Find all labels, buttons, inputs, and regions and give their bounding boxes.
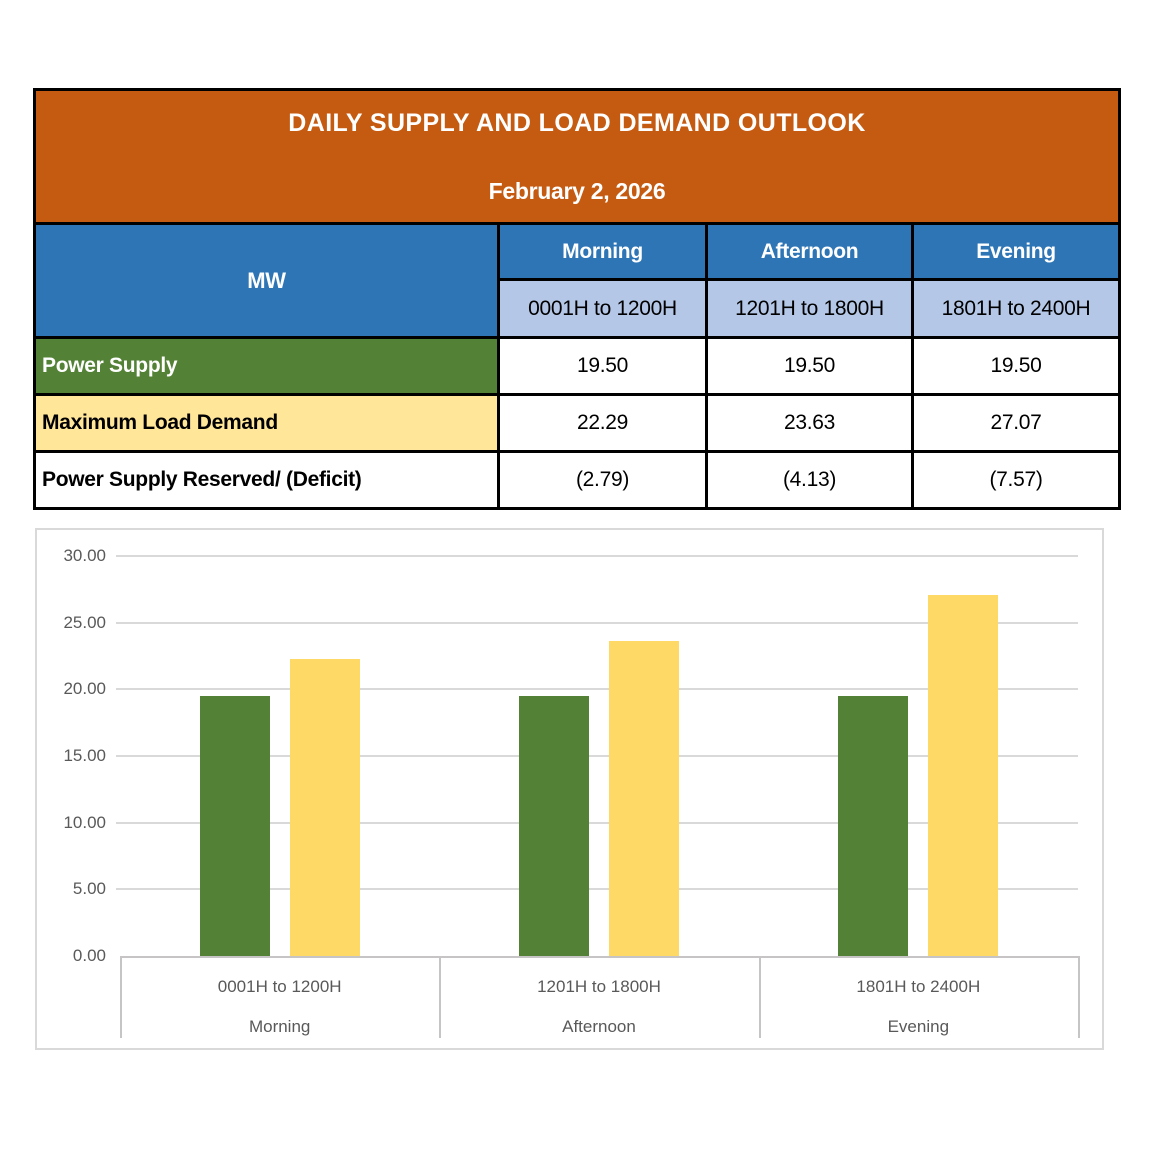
reserve-deficit-evening: (7.57) xyxy=(913,452,1120,509)
y-axis-tick-label: 15.00 xyxy=(63,746,106,765)
hours-header-afternoon: 1201H to 1800H xyxy=(707,280,913,338)
reserve-deficit-morning: (2.79) xyxy=(499,452,707,509)
x-axis-category-label xyxy=(439,956,758,1038)
category-divider xyxy=(1078,956,1080,1038)
y-axis-tick-label: 25.00 xyxy=(63,612,106,632)
period-header-afternoon: Afternoon xyxy=(707,224,913,280)
table-date: February 2, 2026 xyxy=(488,177,666,204)
table-row xyxy=(35,338,1120,395)
power-supply-morning: 19.50 xyxy=(499,338,707,395)
hours-header-morning: 0001H to 1200H xyxy=(499,280,707,338)
bar-maximum-load-demand-evening xyxy=(928,595,998,956)
x-axis-category-label xyxy=(120,956,439,1038)
y-axis-tick-label: 0.00 xyxy=(72,946,106,965)
table-row xyxy=(35,395,1120,452)
max-load-demand-afternoon: 23.63 xyxy=(707,395,913,452)
period-header-morning: Morning xyxy=(499,224,707,280)
reserve-deficit-afternoon: (4.13) xyxy=(707,452,913,509)
x-axis-category-label xyxy=(759,956,1078,1038)
unit-header-cell: MW xyxy=(35,224,499,338)
table-title-cell xyxy=(35,90,1120,224)
bar-maximum-load-demand-morning xyxy=(290,659,360,956)
row-label-reserve-deficit: Power Supply Reserved/ (Deficit) xyxy=(35,452,499,509)
y-axis-tick-label: 10.00 xyxy=(63,812,106,832)
max-load-demand-evening: 27.07 xyxy=(913,395,1120,452)
y-axis-tick-label: 5.00 xyxy=(72,879,106,899)
max-load-demand-morning: 22.29 xyxy=(499,395,707,452)
bar-maximum-load-demand-afternoon xyxy=(609,641,679,956)
y-axis-tick-label: 30.00 xyxy=(63,546,106,565)
category-hours-label: 1801H to 2400H xyxy=(856,977,981,996)
power-supply-evening: 19.50 xyxy=(913,338,1120,395)
outlook-table xyxy=(33,88,1121,510)
bar-power-supply-evening xyxy=(838,696,908,956)
category-period-label: Evening xyxy=(887,1017,950,1036)
period-header-row xyxy=(35,224,1120,280)
power-supply-afternoon: 19.50 xyxy=(707,338,913,395)
row-label-power-supply: Power Supply xyxy=(35,338,499,395)
bar-power-supply-morning xyxy=(200,696,270,956)
category-period-label: Morning xyxy=(248,1017,311,1036)
category-period-label: Afternoon xyxy=(562,1017,636,1036)
period-header-evening: Evening xyxy=(913,224,1120,280)
chart-plot-area xyxy=(37,530,1102,1048)
category-hours-label: 0001H to 1200H xyxy=(217,977,342,996)
row-label-max-load-demand: Maximum Load Demand xyxy=(35,395,499,452)
bar-power-supply-afternoon xyxy=(519,696,589,956)
title-row xyxy=(35,90,1120,224)
category-hours-label: 1201H to 1800H xyxy=(537,977,661,996)
table-title: DAILY SUPPLY AND LOAD DEMAND OUTLOOK xyxy=(288,108,866,137)
table-row xyxy=(35,452,1120,509)
y-axis-tick-label: 20.00 xyxy=(63,679,106,699)
hours-header-evening: 1801H to 2400H xyxy=(913,280,1120,338)
gridline xyxy=(116,555,1078,557)
supply-demand-bar-chart xyxy=(35,528,1104,1050)
